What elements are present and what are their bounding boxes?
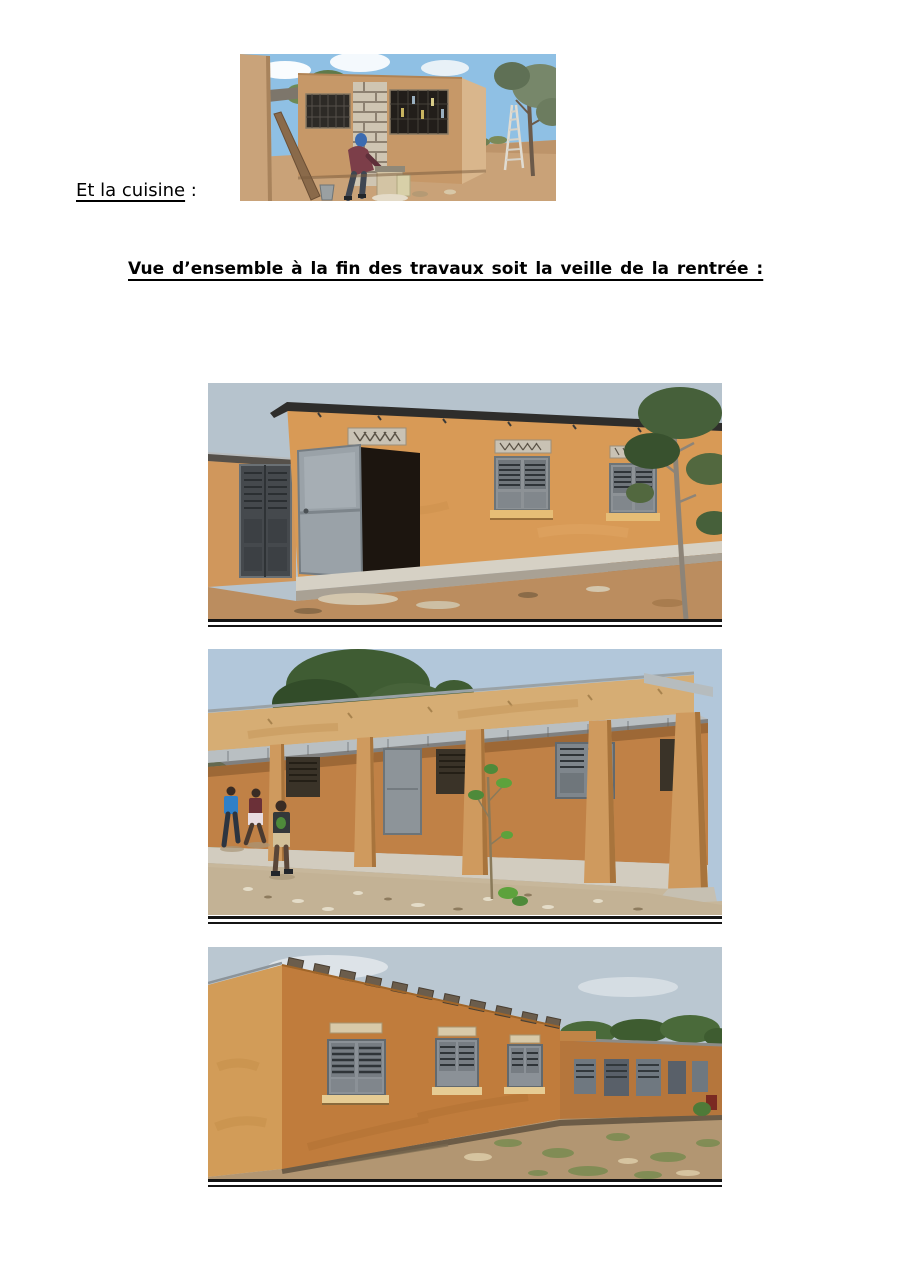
kitchen-caption-text: Et la cuisine [76,180,186,201]
section-heading: Vue d’ensemble à la fin des travaux soit la veille de la rentrée : [128,259,764,279]
veranda-graphic [208,649,722,915]
kitchen-caption-colon: : [185,180,197,201]
front-view-photo [208,383,722,619]
kitchen-photo [240,54,556,201]
photo-front-rule [208,619,722,627]
veranda-photo [208,649,722,915]
kitchen-photo-graphic [240,54,556,201]
rear-view-photo [208,947,722,1179]
kitchen-caption [76,180,197,201]
front-view-graphic [208,383,722,619]
photo-rear-rule [208,1179,722,1187]
photo-veranda-rule [208,916,722,924]
rear-view-graphic [208,947,722,1179]
